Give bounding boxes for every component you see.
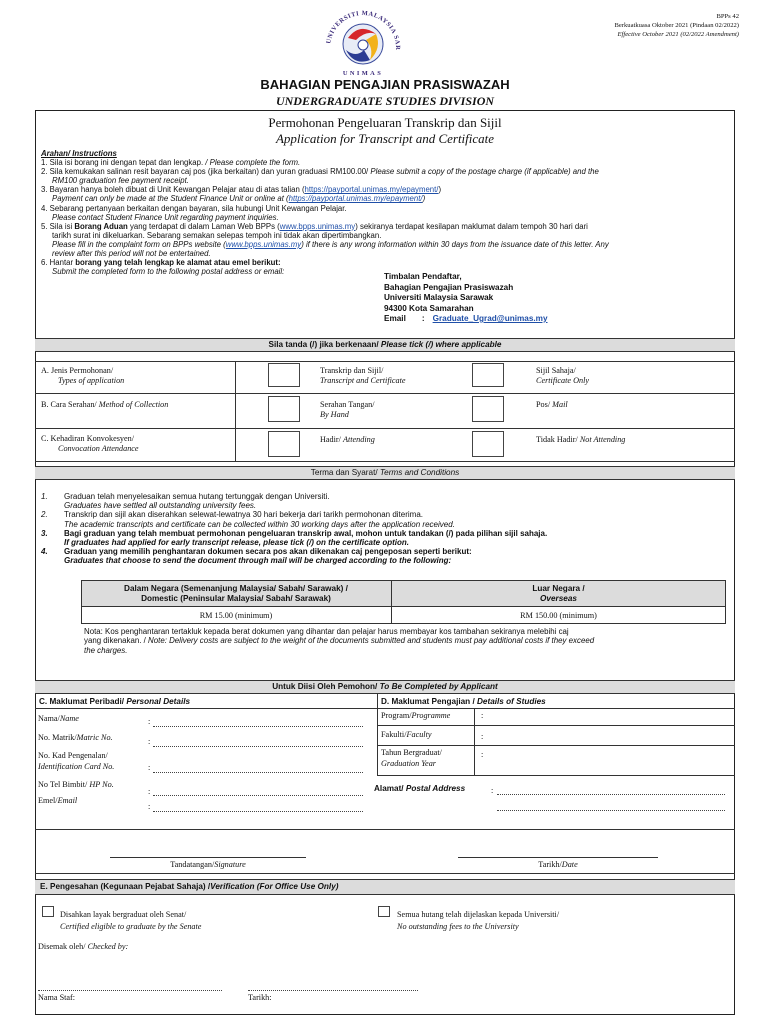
overseas-fee: RM 150.00 (minimum)	[520, 611, 597, 620]
study-row-divider	[377, 725, 735, 726]
verification-divider	[35, 873, 735, 874]
row-divider	[35, 461, 735, 462]
term-2: 2. Transkrip dan sijil akan diserahkan selewat-lewatnya 30 hari bekerja dari tarikh permohonan diterima. The academic transcripts and certificate can be collected within 30 working days after the application received.	[41, 510, 455, 529]
signature-line[interactable]	[110, 857, 306, 858]
instruction-2-cont: RM100 graduation fee payment receipt.	[52, 176, 189, 186]
section-a-label: A. Jenis Permohonan/ Types of application	[41, 366, 125, 385]
section-b-label: B. Cara Serahan/ Method of Collection	[41, 400, 169, 409]
tick-band: Sila tanda (/) jika berkenaan/ Please tick (/) where applicable	[35, 338, 735, 352]
bpps-link-en[interactable]: www.bpps.unimas.my	[225, 239, 302, 249]
address-line-4: 94300 Kota Samarahan	[384, 303, 474, 313]
senate-eligible-label: Disahkan layak bergraduat oleh Senat/ Certified eligible to graduate by the Senate	[60, 910, 202, 931]
form-title-en: Application for Transcript and Certificate	[275, 131, 495, 146]
study-row-divider	[377, 775, 735, 776]
matric-colon: :	[148, 737, 151, 746]
instruction-5-en-cont: review after this period will not be entertained.	[52, 249, 211, 259]
section-c-label: C. Kehadiran Konvokesyen/ Convocation Attendance	[41, 434, 139, 453]
email-field[interactable]	[153, 811, 363, 812]
mail-checkbox[interactable]	[472, 396, 504, 422]
term-1: 1. Graduan telah menyelesaikan semua hutang tertunggak dengan Universiti. Graduates have settled all outstanding university fees.	[41, 492, 330, 511]
address-line-1: Timbalan Pendaftar,	[384, 272, 462, 281]
instruction-2: 2. Sila kemukakan salinan resit bayaran caj pos (jika berkaitan) dan yuran graduasi RM100.00/ Please submit a copy of the postage charge (if applicable) and the	[41, 167, 599, 177]
instruction-5: 5. Sila isi Borang Aduan yang terdapat di dalam Laman Web BPPs (www.bpps.unimas.my) sekiranya terdapat kesilapan maklumat dalam tempoh 30 hari dari	[41, 221, 588, 231]
study-details-heading: D. Maklumat Pengajian / Details of Studies	[381, 697, 546, 706]
instructions-heading: Arahan/ Instructions	[41, 149, 117, 158]
effective-date-en: Effective October 2021 (02/2022 Amendment)	[617, 31, 739, 38]
phone-label: No Tel Bimbit/ HP No.	[38, 780, 114, 789]
graduation-year-colon: :	[481, 750, 484, 759]
division-heading	[0, 77, 770, 109]
payportal-link-en[interactable]: https://payportal.unimas.my/epayment/	[288, 194, 423, 204]
personal-details-heading: C. Maklumat Peribadi/ Personal Details	[39, 697, 191, 706]
payportal-link[interactable]: https://payportal.unimas.my/epayment/	[304, 185, 439, 195]
effective-date-ms: Berkuatkuasa Oktober 2021 (Pindaan 02/2022)	[614, 22, 739, 29]
ic-colon: :	[148, 763, 151, 772]
postal-address-label: Alamat/ Postal Address	[374, 784, 466, 793]
faculty-label: Fakulti/Faculty	[381, 730, 432, 739]
email-colon: :	[148, 802, 151, 811]
division-title-ms: BAHAGIAN PENGAJIAN PRASISWAZAH	[260, 77, 510, 92]
by-hand-checkbox[interactable]	[268, 396, 300, 422]
phone-colon: :	[148, 787, 151, 796]
ic-field[interactable]	[153, 772, 363, 773]
no-outstanding-fees-checkbox[interactable]	[378, 906, 390, 917]
verification-band: E. Pengesahan (Kegunaan Pejabat Sahaja) /Verification (For Office Use Only)	[35, 879, 735, 895]
address-line-2: Bahagian Pengajian Prasiswazah	[384, 282, 514, 292]
postage-note: Nota: Kos penghantaran tertakluk kepada berat dokumen yang dihantar dan pelajar harus membayar kos tambahan sekiranya melebihi caj yang dikenakan. / Note: Delivery costs are subject to the weight of the documents submitted and students must pay additional costs if they exceed the charges.	[84, 627, 595, 655]
email-label: Emel/Email	[38, 796, 78, 805]
name-label: Nama/Name	[38, 714, 79, 723]
checked-by-label: Disemak oleh/ Checked by:	[38, 942, 129, 951]
postal-address-colon: :	[491, 786, 494, 795]
address-line-3: Universiti Malaysia Sarawak	[384, 293, 494, 302]
phone-field[interactable]	[153, 795, 363, 796]
senate-eligible-checkbox[interactable]	[42, 906, 54, 917]
option-certificate-only: Sijil Sahaja/ Certificate Only	[536, 366, 589, 385]
transcript-and-certificate-checkbox[interactable]	[268, 363, 300, 387]
instruction-5-cont: tarikh surat ini dikeluarkan. Sebarang semakan selepas tempoh ini tidak akan dipertimbangkan.	[52, 230, 382, 240]
matric-label: No. Matrik/Matric No.	[38, 733, 113, 742]
logo-arc-text: UNIVERSITI MALAYSIA SAR	[325, 9, 402, 51]
staff-name-label: Nama Staf:	[38, 993, 76, 1002]
no-outstanding-fees-label: Semua hutang telah dijelaskan kepada Universiti/ No outstanding fees to the University	[397, 910, 560, 931]
instruction-1: 1. Sila isi borang ini dengan tepat dan lengkap. / Please complete the form.	[41, 158, 301, 168]
row-divider	[35, 393, 735, 394]
postage-row-divider	[81, 606, 726, 607]
instruction-3: 3. Bayaran hanya boleh dibuat di Unit Kewangan Pelajar atau di atas talian (https://payportal.unimas.my/epayment/)	[41, 185, 442, 195]
instruction-3-en: Payment can only be made at the Student Finance Unit or online at (https://payportal.unimas.my/epayment/)	[52, 194, 426, 204]
name-colon: :	[148, 717, 151, 726]
verification-date-label: Tarikh:	[248, 993, 272, 1002]
domestic-header: Dalam Negara (Semenanjung Malaysia/ Sabah/ Sarawak) / Domestic (Peninsular Malaysia/ Sabah/ Sarawak)	[124, 584, 348, 603]
instruction-4: 4. Sebarang pertanyaan berkaitan dengan bayaran, sila hubungi Unit Kewangan Pelajar.	[41, 203, 347, 213]
postal-address-field[interactable]	[497, 794, 725, 795]
attending-checkbox[interactable]	[268, 431, 300, 457]
overseas-header: Luar Negara / Overseas	[532, 584, 585, 603]
faculty-field[interactable]	[487, 727, 732, 743]
email-link[interactable]: Graduate_Ugrad@unimas.my	[432, 314, 548, 323]
applicant-col-divider	[377, 694, 378, 776]
study-row-divider	[377, 745, 735, 746]
not-attending-checkbox[interactable]	[472, 431, 504, 457]
graduation-year-label: Tahun Bergraduat/ Graduation Year	[381, 748, 442, 768]
row-divider	[35, 428, 735, 429]
instruction-4-en: Please contact Student Finance Unit regarding payment inquiries.	[52, 212, 279, 222]
domestic-fee: RM 15.00 (minimum)	[199, 611, 273, 620]
option-mail: Pos/ Mail	[536, 400, 568, 409]
option-not-attending: Tidak Hadir/ Not Attending	[536, 435, 626, 444]
date-label: Tarikh/Date	[538, 860, 578, 869]
staff-name-field[interactable]	[38, 990, 222, 991]
form-code: BPPs 42	[716, 13, 739, 20]
instruction-6: 6. Hantar borang yang telah lengkap ke alamat atau emel berikut:	[41, 258, 281, 268]
term-3: 3. Bagi graduan yang telah membuat permohonan pengeluaran transkrip awal, mohon untuk tandakan (/) pada pilihan sijil sahaja. If graduates had applied for early transcript release, please tick (/) on the certificate option.	[41, 528, 548, 548]
applicant-bottom-divider	[35, 829, 735, 830]
option-attending: Hadir/ Attending	[320, 435, 375, 444]
verification-date-field[interactable]	[248, 990, 418, 991]
form-title-ms: Permohonan Pengeluaran Transkrip dan Sijil	[268, 115, 502, 130]
certificate-only-checkbox[interactable]	[472, 363, 504, 387]
terms-list	[41, 492, 731, 566]
instructions	[41, 149, 731, 276]
instruction-6-en: Submit the completed form to the following postal address or email:	[52, 267, 285, 277]
unimas-logo	[318, 4, 408, 78]
programme-field[interactable]	[487, 709, 732, 724]
postal-address-field-2[interactable]	[497, 810, 725, 811]
option-transcript-and-certificate: Transkrip dan Sijil/ Transcript and Certificate	[320, 366, 406, 385]
instruction-5-en: Please fill in the complaint form on BPPs website (www.bpps.unimas.my) if there is any wrong information within 30 days from the issuance date of this letter. Any	[52, 239, 609, 249]
applicant-band: Untuk Diisi Oleh Pemohon/ To Be Completed by Applicant	[35, 680, 735, 694]
bpps-link[interactable]: www.bpps.unimas.my	[279, 221, 356, 231]
name-field[interactable]	[153, 726, 363, 727]
date-line[interactable]	[458, 857, 658, 858]
term-4: 4. Graduan yang memilih penghantaran dokumen secara pos akan dikenakan caj pengeposan seperti berikut: Graduates that choose to send the document through mail will be charged according to the following:	[41, 547, 472, 566]
form-title	[35, 115, 735, 147]
programme-label: Program/Programme	[381, 711, 451, 720]
graduation-year-field[interactable]	[487, 747, 732, 773]
terms-band: Terma dan Syarat/ Terms and Conditions	[35, 466, 735, 480]
division-title-en: UNDERGRADUATE STUDIES DIVISION	[275, 94, 495, 108]
email-line: Email : Graduate_Ugrad@unimas.my	[384, 314, 548, 323]
signature-label: Tandatangan/Signature	[170, 860, 246, 869]
logo-bottom-text: UNIMAS	[342, 70, 384, 77]
ic-label: No. Kad Pengenalan/ Identification Card No.	[38, 751, 115, 771]
postal-address	[384, 272, 548, 325]
faculty-colon: :	[481, 732, 484, 741]
row-divider	[35, 361, 735, 362]
programme-colon: :	[481, 711, 484, 720]
form-reference	[614, 12, 739, 39]
study-col-divider	[474, 708, 475, 775]
option-by-hand: Serahan Tangan/ By Hand	[320, 400, 375, 419]
col-divider	[235, 361, 236, 461]
matric-field[interactable]	[153, 746, 363, 747]
